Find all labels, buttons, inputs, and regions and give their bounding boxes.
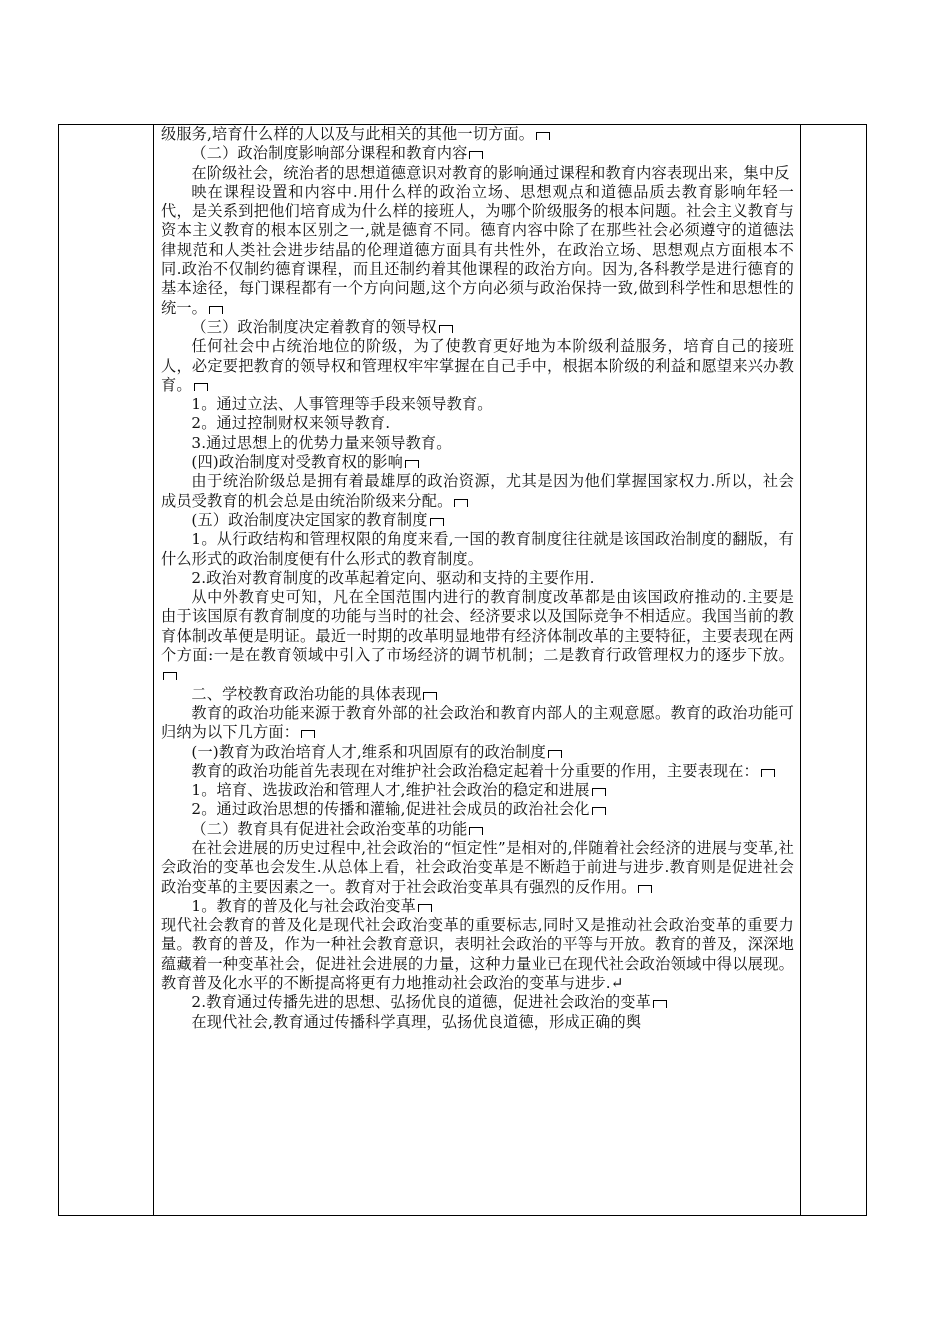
paragraph [161,472,794,511]
paragraph-text: （三）政治制度决定着教育的领导权 [191,317,437,336]
paragraph-mark-icon [469,151,483,159]
paragraph-text: （二）教育具有促进社会政治变革的功能 [191,819,468,838]
paragraph [161,762,794,781]
paragraph-mark-icon [592,807,606,815]
paragraph-mark-icon [638,885,652,893]
paragraph-text: 在阶级社会，统治者的思想道德意识对教育的影响通过课程和教育内容表现出来，集中反 [191,163,790,182]
paragraph-text: （二）政治制度影响部分课程和教育内容 [191,144,468,163]
paragraph [161,337,794,395]
paragraph-text: 1。通过立法、人事管理等手段来领导教育。 [191,395,493,414]
paragraph-text: 2.政治对教育制度的改革起着定向、驱动和支持的主要作用. [191,568,595,587]
paragraph [161,144,794,163]
paragraph [161,820,794,839]
table-content-cell [154,125,800,1215]
paragraph [161,588,794,684]
paragraph [161,434,794,453]
paragraph [161,125,794,144]
paragraph-mark-icon [405,460,419,468]
paragraph [161,704,794,743]
paragraph-mark-icon [194,383,208,391]
paragraph-mark-icon [548,750,562,758]
paragraph-mark-icon [536,132,550,140]
paragraph [161,993,794,1012]
paragraph-text: (五）政治制度决定国家的教育制度 [191,510,428,529]
paragraph-mark-icon [592,788,606,796]
paragraph [161,1013,794,1032]
paragraph-mark-icon [163,672,177,680]
table-right-column [800,125,866,1215]
paragraph [161,453,794,472]
paragraph [161,743,794,762]
paragraph-mark-icon [439,325,453,333]
paragraph-text: 二、学校教育政治功能的具体表现 [191,684,422,703]
paragraph [161,916,794,993]
paragraph [161,395,794,414]
document-body [161,125,794,1032]
paragraph-text: 1。培育、选拔政治和管理人才,维护社会政治的稳定和进展 [191,781,590,800]
paragraph [161,530,794,569]
paragraph-text: 从中外教育史可知，凡在全国范围内进行的教育制度改革都是由该国政府推动的.主要是由于该国原有教育制度的功能与当时的社会、经济要求以及国际竞争不相适应。我国当前的教育体制改革便是明证。最近一时期的改革明显地带有经济体制改革的主要特征，主要表现在两个方面:一是在教育领域中引入了市场经济的调节机制；二是教育行政管理权力的逐步下放。 [161,588,794,665]
paragraph [161,318,794,337]
table-left-column [59,125,154,1215]
paragraph-text: 级服务,培育什么样的人以及与此相关的其他一切方面。 [161,125,535,143]
paragraph [161,897,794,916]
paragraph-text: 2.教育通过传播先进的思想、弘扬优良的道德，促进社会政治的变革 [191,993,651,1012]
paragraph-text: 1。教育的普及化与社会政治变革 [191,896,416,915]
paragraph [161,569,794,588]
paragraph-text: 任何社会中占统治地位的阶级，为了使教育更好地为本阶级利益服务，培育自己的接班人，必定要把教育的领导权和管理权牢牢掌握在自己手中，根据本阶级的利益和愿望来兴办教育。 [161,337,794,394]
paragraph [161,414,794,433]
paragraph-text: 教育的政治功能首先表现在对维护社会政治稳定起着十分重要的作用，主要表现在： [191,761,759,780]
paragraph-text: 由于统治阶级总是拥有着最雄厚的政治资源，尤其是因为他们掌握国家权力.所以，社会成员受教育的机会总是由统治阶级来分配。 [161,472,794,510]
paragraph-mark-icon [454,499,468,507]
paragraph-mark-icon [761,769,775,777]
paragraph-text: 2。通过政治思想的传播和灌输,促进社会成员的政治社会化 [191,800,590,819]
paragraph [161,685,794,704]
paragraph-text: (四)政治制度对受教育权的影响 [191,453,403,472]
paragraph-text: 映在课程设置和内容中.用什么样的政治立场、思想观点和道德品质去教育影响年轻一代，是关系到把他们培育成为什么样的接班人，为哪个阶级服务的根本问题。社会主义教育与资本主义教育的根本区别之一,就是德育不同。德育内容中除了在那些社会必须遵守的道德法律规范和人类社会进步结晶的伦理道德方面具有共性外，在政治立场、思想观点方面根本不同.政治不仅制约德育课程，而且还制约着其他课程的政治方向。因为,各科教学是进行德育的基本途径，每门课程都有一个方向问题,这个方向必须与政治保持一致,做到科学性和思想性的统一。 [161,182,794,317]
paragraph-mark-icon [423,692,437,700]
paragraph-text: 在社会进展的历史过程中,社会政治的“恒定性”是相对的,伴随着社会经济的进展与变革,社会政治的变革也会发生.从总体上看，社会政治变革是不断趋于前进与进步.教育则是促进社会政治变革的主要因素之一。教育对于社会政治变革具有强烈的反作用。 [161,838,794,896]
paragraph [161,183,794,318]
paragraph [161,800,794,819]
paragraph [161,511,794,530]
paragraph-mark-icon [469,827,483,835]
paragraph-text: 2。通过控制财权来领导教育. [191,414,391,433]
paragraph-text: 教育的政治功能来源于教育外部的社会政治和教育内部人的主观意愿。教育的政治功能可归纳为以下几方面： [161,703,794,742]
paragraph-mark-icon [209,306,223,314]
paragraph-mark-icon [430,518,444,526]
paragraph-text: 1。从行政结构和管理权限的角度来看,一国的教育制度往往就是该国政治制度的翻版，有什么形式的政治制度便有什么形式的教育制度。 [161,530,794,568]
paragraph-mark-icon [653,1000,667,1008]
document-table [58,124,867,1216]
paragraph-text: (一)教育为政治培育人才,维系和巩固原有的政治制度 [191,742,546,761]
paragraph [161,164,794,183]
paragraph-text: 现代社会教育的普及化是现代社会政治变革的重要标志,同时又是推动社会政治变革的重要力量。教育的普及，作为一种社会教育意识，表明社会政治的平等与开放。教育的普及，深深地蕴藏着一种变革社会，促进社会进展的力量，这种力量业已在现代社会政治领域中得以展现。教育普及化水平的不断提高将更有力地推动社会政治的变革与进步.↵ [161,916,794,993]
paragraph-text: 3.通过思想上的优势力量来领导教育。 [191,433,452,452]
paragraph-mark-icon [301,730,315,738]
paragraph [161,781,794,800]
paragraph-text: 在现代社会,教育通过传播科学真理，弘扬优良道德，形成正确的舆 [191,1012,642,1031]
paragraph [161,839,794,897]
paragraph-mark-icon [418,904,432,912]
